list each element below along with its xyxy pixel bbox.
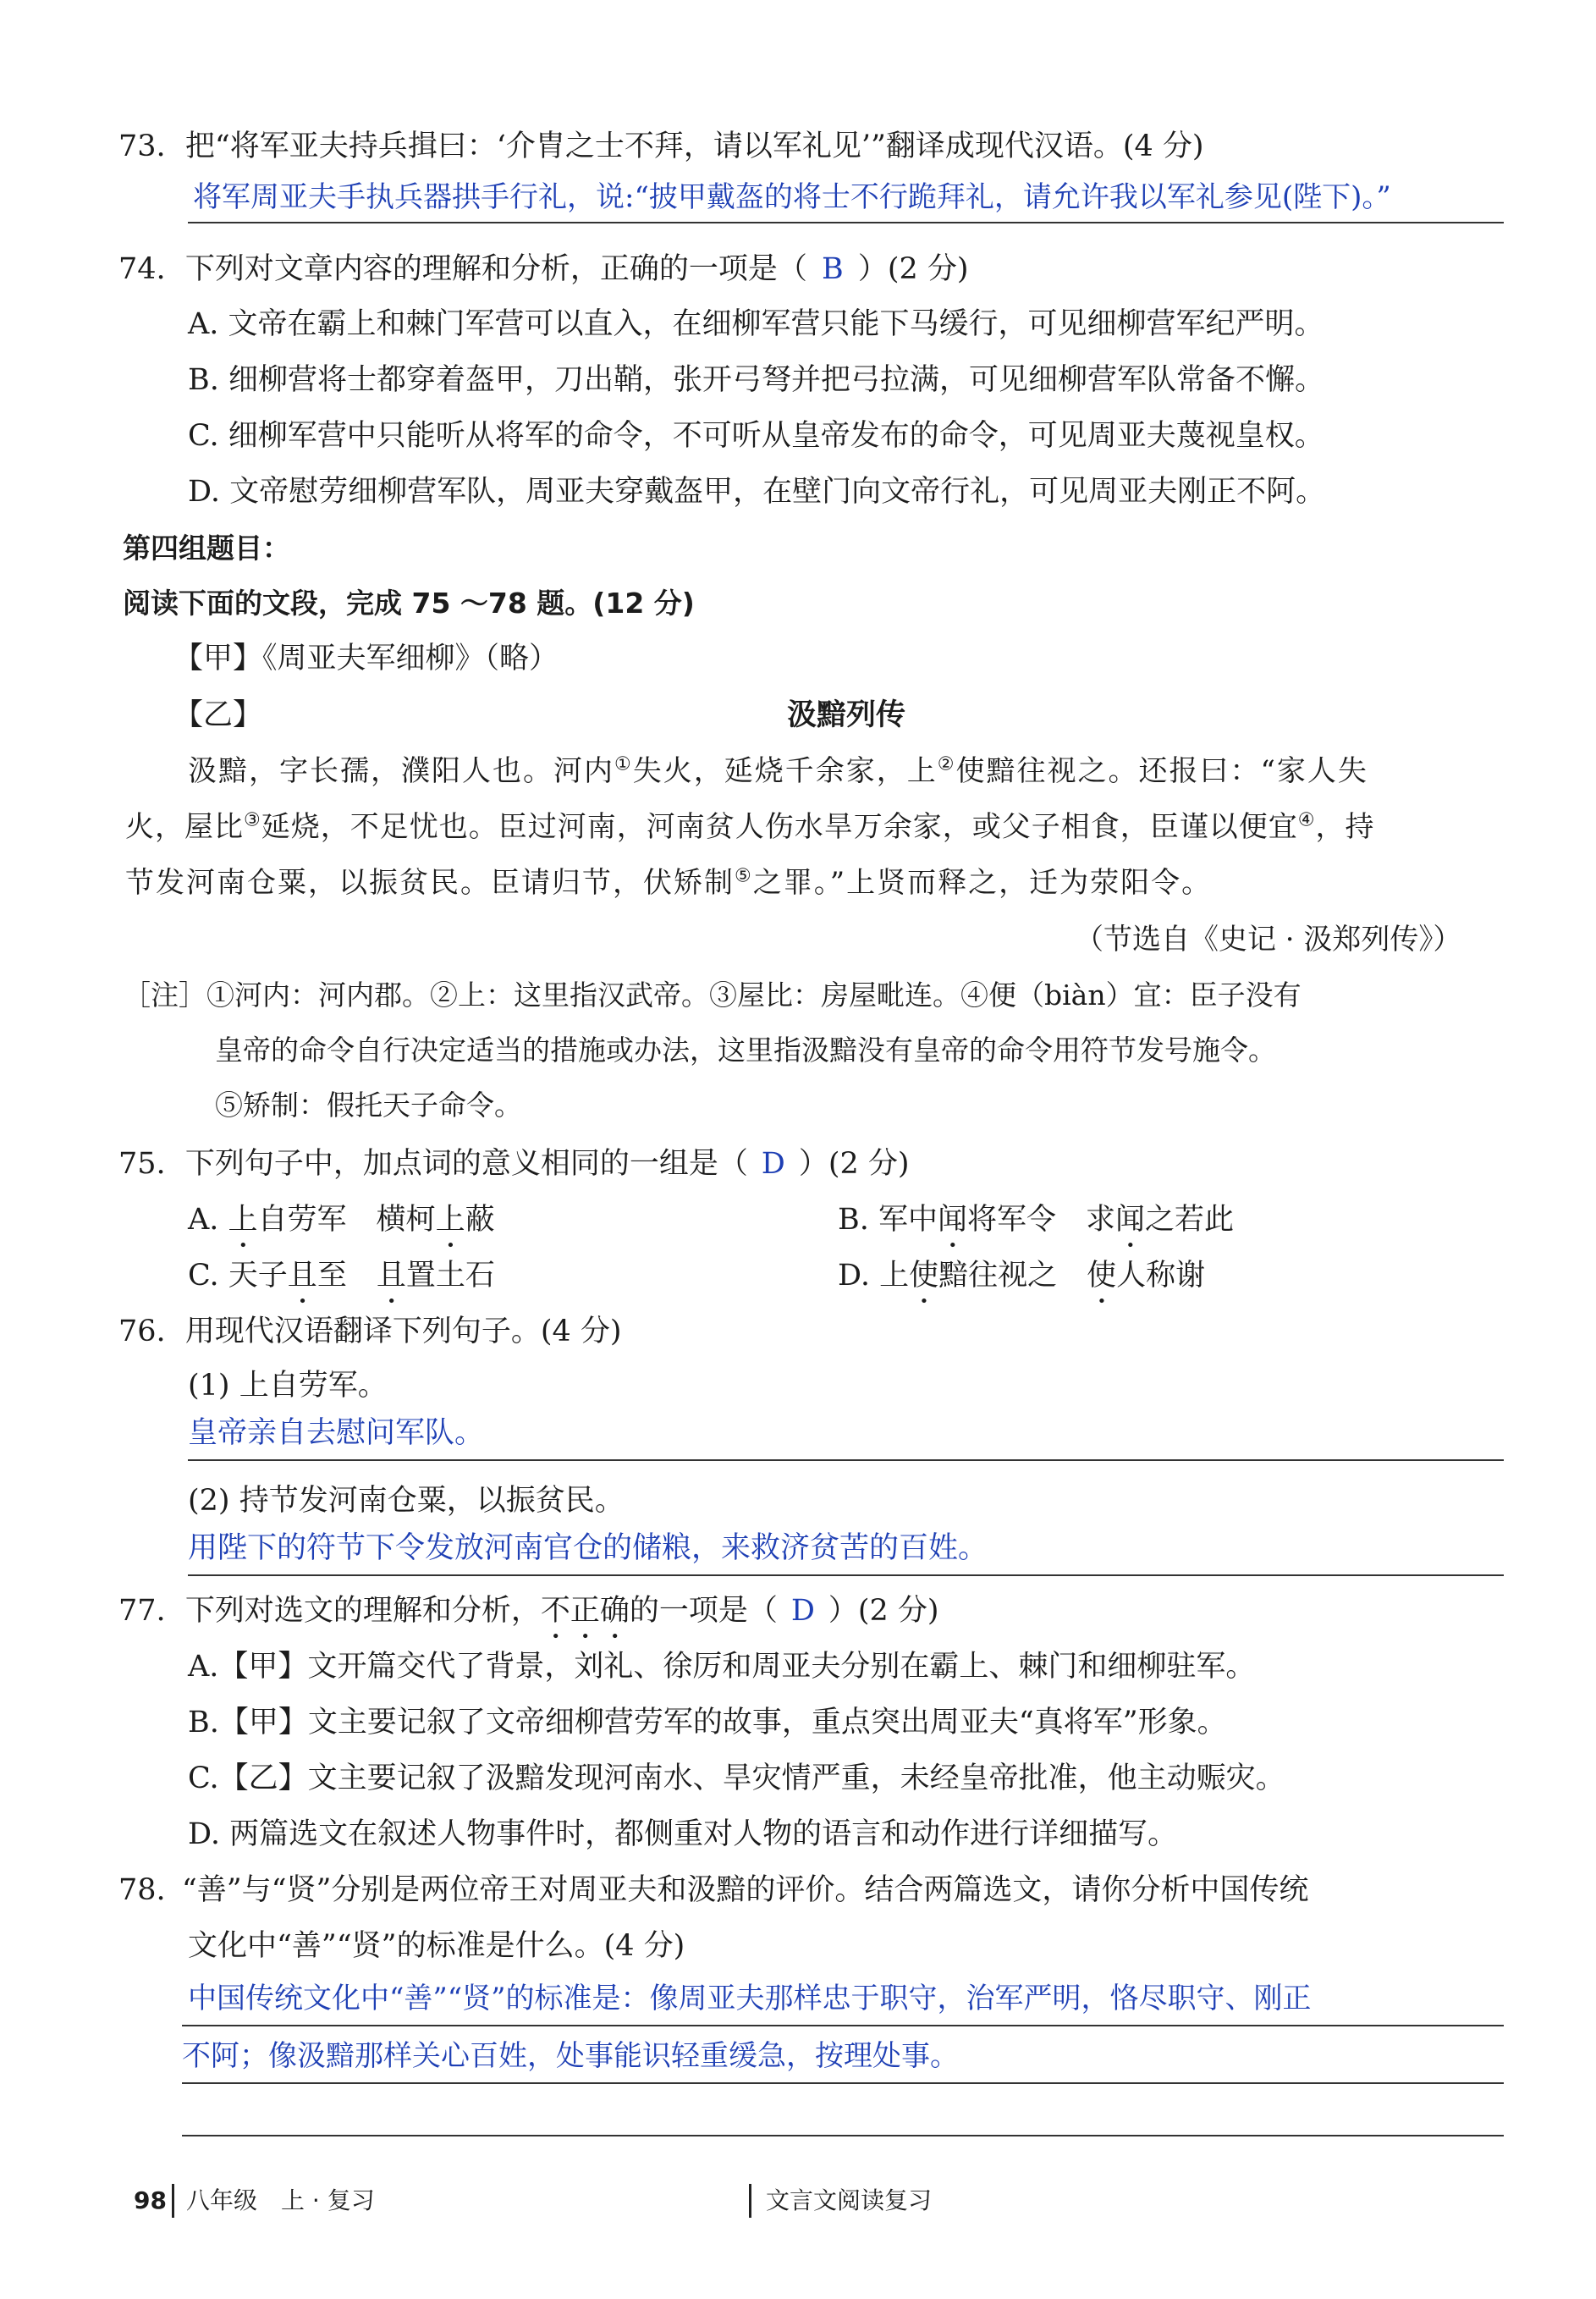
q73-answer-line <box>188 222 1504 223</box>
dotted-word: 使 <box>909 1259 939 1293</box>
option-text: 蔽 <box>465 1203 495 1237</box>
passage-text: ，持 <box>1315 810 1375 844</box>
q76-answer-2: 用陛下的符节下令发放河南官仓的储粮，来救济贫苦的百姓。 <box>188 1531 988 1565</box>
q74-tail: ）(2 分) <box>857 252 969 286</box>
q78-question <box>118 1871 1308 1910</box>
q77-question <box>118 1591 939 1646</box>
q75-number: 75. <box>118 1147 166 1181</box>
footnote-mark: ⑤ <box>735 865 753 887</box>
footer-divider <box>749 2184 751 2218</box>
q73-answer: 将军周亚夫手执兵器拱手行礼，说:“披甲戴盔的将士不行跪拜礼，请允许我以军礼参见(陛下)。” <box>193 180 1391 214</box>
note-line-1: ［注］①河内：河内郡。②上：这里指汉武帝。③屋比：房屋毗连。④便（biàn）宜：臣子没有 <box>123 979 1302 1012</box>
q74-option-d: D. 文帝慰劳细柳营军队，周亚夫穿戴盔甲，在壁门向文帝行礼，可见周亚夫刚正不阿。 <box>188 475 1326 509</box>
footer-section: 文言文阅读复习 <box>766 2186 933 2214</box>
q74-answer: B <box>821 252 844 286</box>
dotted-word: 上 <box>435 1203 465 1237</box>
q78-answer-2: 不阿；像汲黯那样关心百姓，处事能识轻重缓急，按理处事。 <box>182 2039 959 2073</box>
dotted-word: 且 <box>287 1259 317 1293</box>
q74-option-c: C. 细柳军营中只能听从将军的命令，不可听从皇帝发布的命令，可见周亚夫蔑视皇权。 <box>188 419 1324 453</box>
q78-answer-line-1 <box>182 2025 1504 2026</box>
q78-answer-1: 中国传统文化中“善”“贤”的标准是：像周亚夫那样忠于职守，治军严明，恪尽职守、刚正 <box>188 1982 1312 2015</box>
option-text: B. 军中 <box>838 1203 938 1237</box>
dotted-word: 使 <box>1087 1259 1117 1293</box>
option-text: 自劳军 横柯 <box>257 1203 436 1237</box>
dotted-word: 闻 <box>1115 1203 1146 1237</box>
footnote-mark: ① <box>614 753 633 775</box>
passage-source: （节选自《史记 · 汲郑列传》） <box>1075 923 1462 957</box>
note-line-2: 皇帝的命令自行决定适当的措施或办法，这里指汲黯没有皇帝的命令用符节发号施令。 <box>215 1034 1276 1067</box>
q78-line-1: “善”与“贤”分别是两位帝王对周亚夫和汲黯的评价。结合两篇选文，请你分析中国传统 <box>181 1873 1309 1907</box>
passage-text: 火，屋比 <box>125 810 244 844</box>
q75-option-a <box>188 1200 495 1254</box>
footnote-mark: ③ <box>244 809 261 831</box>
dotted-word: 且 <box>376 1259 406 1293</box>
option-text: A. <box>188 1203 228 1237</box>
q77-tail: ）(2 分) <box>828 1594 939 1628</box>
q77-answer: D <box>790 1594 815 1628</box>
dotted-word: 闻 <box>937 1203 967 1237</box>
q75-tail: ）(2 分) <box>798 1147 910 1181</box>
passage-line-3 <box>125 863 1212 902</box>
group4-instruction: 阅读下面的文段，完成 75 ～78 题。(12 分) <box>123 587 695 620</box>
footnote-mark: ② <box>937 753 956 775</box>
q77-stem: 的一项是（ <box>629 1594 778 1628</box>
page-number: 98 <box>134 2186 167 2214</box>
passage-text: 之罪。”上贤而释之，迁为荥阳令。 <box>752 866 1213 900</box>
q77-option-b: B.【甲】文主要记叙了文帝细柳营劳军的故事，重点突出周亚夫“真将军”形象。 <box>188 1706 1227 1739</box>
option-text: 至 <box>316 1259 377 1293</box>
q75-question <box>118 1144 910 1183</box>
q76-answer-2-line <box>188 1574 1504 1576</box>
q73-text: 把“将军亚夫持兵揖曰：‘介胄之士不拜，请以军礼见’”翻译成现代汉语。(4 分) <box>184 130 1204 163</box>
q76-sentence-2: (2) 持节发河南仓粟，以振贫民。 <box>188 1484 625 1518</box>
q78-number: 78. <box>118 1873 166 1907</box>
q75-option-c <box>188 1256 495 1310</box>
q77-option-c: C.【乙】文主要记叙了汲黯发现河南水、旱灾情严重，未经皇帝批准，他主动赈灾。 <box>188 1761 1285 1795</box>
option-text: 将军令 求 <box>967 1203 1116 1237</box>
q76-number: 76. <box>118 1315 166 1348</box>
q73-question <box>118 127 1204 166</box>
passage-text: 汲黯，字长孺，濮阳人也。河内 <box>188 754 614 788</box>
q75-option-d <box>838 1256 1205 1310</box>
passage-text: 使黯往视之。还报曰：“家人失 <box>955 754 1368 788</box>
passage-text: 失火，延烧千余家，上 <box>632 754 938 788</box>
passage-text: 节发河南仓粟，以振贫民。臣请归节，伏矫制 <box>125 866 735 900</box>
q74-option-a: A. 文帝在霸上和棘门军营可以直入，在细柳军营只能下马缓行，可见细柳营军纪严明。 <box>188 307 1324 341</box>
q76-stem: 用现代汉语翻译下列句子。(4 分) <box>184 1315 622 1348</box>
q74-option-b: B. 细柳营将士都穿着盔甲，刀出鞘，张开弓弩并把弓拉满，可见细柳营军队常备不懈。 <box>188 363 1324 397</box>
passage-text: 延烧，不足忧也。臣过河南，河南贫人伤水旱万余家，或父子相食，臣谨以便宜 <box>261 810 1298 844</box>
option-text: D. 上 <box>838 1259 910 1293</box>
jia-label: 【甲】《周亚夫军细柳》（略） <box>173 642 559 675</box>
q75-stem: 下列句子中，加点词的意义相同的一组是（ <box>184 1147 748 1181</box>
dotted-word: 上 <box>228 1203 258 1237</box>
q73-number: 73. <box>118 130 166 163</box>
footnote-mark: ④ <box>1297 809 1316 831</box>
note-line-3: ⑤矫制：假托天子命令。 <box>215 1089 522 1122</box>
q77-option-d: D. 两篇选文在叙述人物事件时，都侧重对人物的语言和动作进行详细描写。 <box>188 1817 1178 1851</box>
q74-question <box>118 250 969 289</box>
q78-answer-line-2 <box>182 2082 1504 2084</box>
option-text: 置土石 <box>405 1259 495 1293</box>
option-text: 人称谢 <box>1116 1259 1206 1293</box>
q75-answer: D <box>761 1147 785 1181</box>
option-text: C. 天子 <box>188 1259 288 1293</box>
yi-label: 【乙】 <box>173 698 263 732</box>
q78-line-2: 文化中“善”“贤”的标准是什么。(4 分) <box>188 1929 685 1963</box>
q74-stem: 下列对文章内容的理解和分析，正确的一项是（ <box>184 252 807 286</box>
q77-stem: 下列对选文的理解和分析， <box>184 1594 541 1628</box>
q77-stem-emphasis: 不正确 <box>540 1594 630 1628</box>
q78-answer-line-3 <box>182 2135 1504 2136</box>
option-text: 黯往视之 <box>938 1259 1087 1293</box>
yi-title: 汲黯列传 <box>786 698 905 732</box>
footer-grade: 八年级 上 · 复习 <box>186 2186 375 2214</box>
q76-answer-1: 皇帝亲自去慰问军队。 <box>188 1416 485 1450</box>
q77-option-a: A.【甲】文开篇交代了背景，刘礼、徐厉和周亚夫分别在霸上、棘门和细柳驻军。 <box>188 1650 1256 1684</box>
q76-answer-1-line <box>188 1459 1504 1461</box>
q76-sentence-1: (1) 上自劳军。 <box>188 1369 388 1403</box>
q75-option-b <box>838 1200 1234 1254</box>
q74-number: 74. <box>118 252 166 286</box>
footer-divider <box>172 2184 174 2218</box>
passage-line-1 <box>188 752 1368 791</box>
q77-number: 77. <box>118 1594 166 1628</box>
option-text: 之若此 <box>1145 1203 1235 1237</box>
passage-line-2 <box>125 808 1374 846</box>
q76-question <box>118 1312 622 1351</box>
group4-title: 第四组题目： <box>123 532 290 565</box>
